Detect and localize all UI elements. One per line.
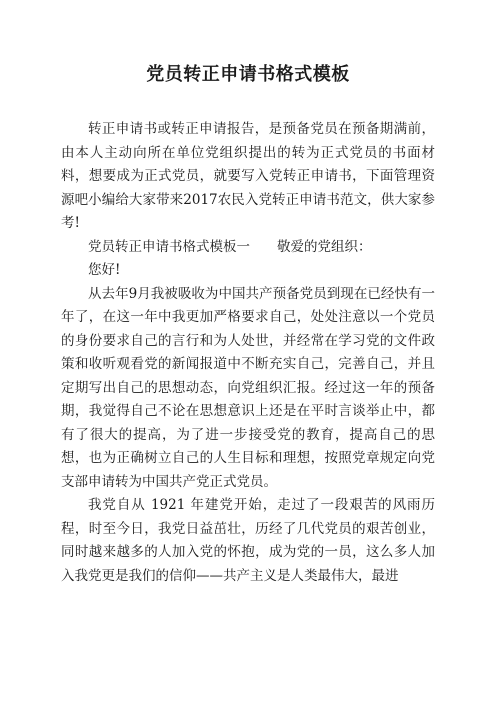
template-heading-salutation: 党员转正申请书格式模板一 敬爱的党组织： bbox=[88, 238, 372, 255]
intro-paragraph: 转正申请书或转正申请报告，是预备党员在预备期满前，由本人主动向所在单位党组织提出的转为正式党员的书面材料，想要成为正式党员，就要写入党转正申请书，下面管理资源吧小编给大家带来2017农民入党转正申请书范文，供大家参考! bbox=[61, 121, 435, 231]
body-paragraph: 我党自从 1921 年建党开始，走过了一段艰苦的风雨历程，时至今日，我党日益茁壮，历经了几代党员的艰苦创业，同时越来越多的人加入党的怀抱，成为党的一员，这么多人加入我党更是我们的信仰——共产主义是人类最伟大，最进 bbox=[61, 497, 435, 584]
document-body bbox=[61, 118, 435, 588]
page-title: 党员转正申请书格式模板 bbox=[146, 64, 350, 85]
body-paragraph: 从去年9月我被吸收为中国共产预备党员到现在已经快有一年了，在这一年中我更加严格要求自己，处处注意以一个党员的身份要求自己的言行和为人处世，并经常在学习党的文件政策和收听观看党的新闻报道中不断充实自己，完善自己，并且定期写出自己的思想动态，向党组织汇报。经过这一年的预备期，我觉得自己不论在思想意识上还是在平时言谈举止中，都有了很大的提高，为了进一步接受党的教育，提高自己的思想，也为正确树立自己的人生目标和理想，按照党章规定向党支部申请转为中国共产党正式党员。 bbox=[61, 285, 435, 490]
greeting: 您好! bbox=[88, 262, 121, 278]
